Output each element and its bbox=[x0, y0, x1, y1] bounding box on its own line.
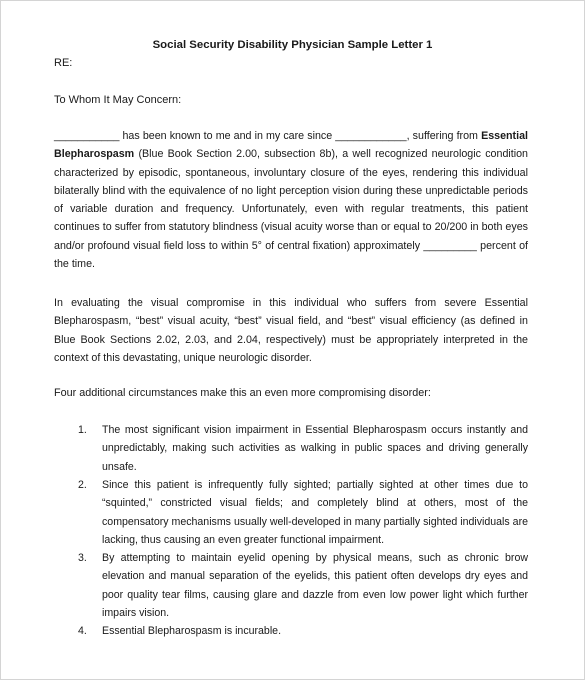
circumstances-list bbox=[54, 421, 528, 640]
salutation: To Whom It May Concern: bbox=[54, 94, 182, 106]
list-item-number: 4. bbox=[78, 625, 87, 637]
paragraph-evaluation: In evaluating the visual compromise in this individual who suffers from severe Essential Blepharospasm, “best” visual acuity, “best” visual field, and “best” visual efficiency (as defined in Blue Book Sections 2.02, 2.03, and 2.04, respectively) must be appropriately interpreted in the context of this devastating, unique neurologic disorder. bbox=[54, 297, 528, 364]
list-item-number: 1. bbox=[78, 424, 87, 436]
paragraph-diagnosis bbox=[54, 127, 528, 273]
list-item-number: 2. bbox=[78, 479, 87, 491]
blank-patient-name: ___________ bbox=[54, 130, 120, 142]
para1-text-3: (Blue Book Section 2.00, subsection 8b), a well recognized neurologic condition characterized by episodic, spontaneous, involuntary closure of the eyes, rendering this individual bilaterally blind with the equivalence of no light perception vision during these unpredictable periods of variable duration and frequency. Unfortunately, even with regular treatments, this patient continues to suffer from statutory blindness (visual acuity worse than or equal to 20/200 in both eyes and/or profound visual field loss to within 5° of central fixation) approximately bbox=[54, 148, 528, 252]
list-item-text: Since this patient is infrequently fully sighted; partially sighted at other times due to “squinted,” constricted visual fields; and completely blind at others, most of the compensatory mechanisms usually well-developed in many partially sighted individuals are lacking, thus causing an even greater functional impairment. bbox=[102, 479, 528, 546]
list-item-text: Essential Blepharospasm is incurable. bbox=[102, 625, 282, 637]
letter-title: Social Security Disability Physician Sample Letter 1 bbox=[152, 39, 433, 51]
para1-text-1: has been known to me and in my care since bbox=[119, 130, 336, 142]
list-item-text: By attempting to maintain eyelid opening by physical means, such as chronic brow elevation and manual separation of the eyelids, this patient often develops dry eyes and poor quality tear films, causing glare and dazzle from even low power light which further impairs vision. bbox=[102, 552, 528, 619]
list-item bbox=[54, 622, 528, 640]
blank-percent: _________ bbox=[423, 239, 477, 252]
list-intro: Four additional circumstances make this an even more compromising disorder: bbox=[54, 387, 431, 399]
para1-text-2: , suffering from bbox=[406, 130, 482, 142]
para1-text-4: percent of the time. bbox=[54, 239, 529, 271]
list-item bbox=[54, 476, 528, 549]
blank-care-date: ____________ bbox=[335, 130, 407, 142]
list-item bbox=[54, 421, 528, 476]
re-line: RE: bbox=[54, 57, 73, 69]
diagnosis-name: Essential Blepharospasm bbox=[54, 130, 528, 161]
list-item-number: 3. bbox=[78, 552, 87, 564]
list-item bbox=[54, 549, 528, 622]
list-item-text: The most significant vision impairment in Essential Blepharospasm occurs instantly and unpredictably, making such activities as walking in public spaces and driving generally unsafe. bbox=[102, 424, 528, 473]
